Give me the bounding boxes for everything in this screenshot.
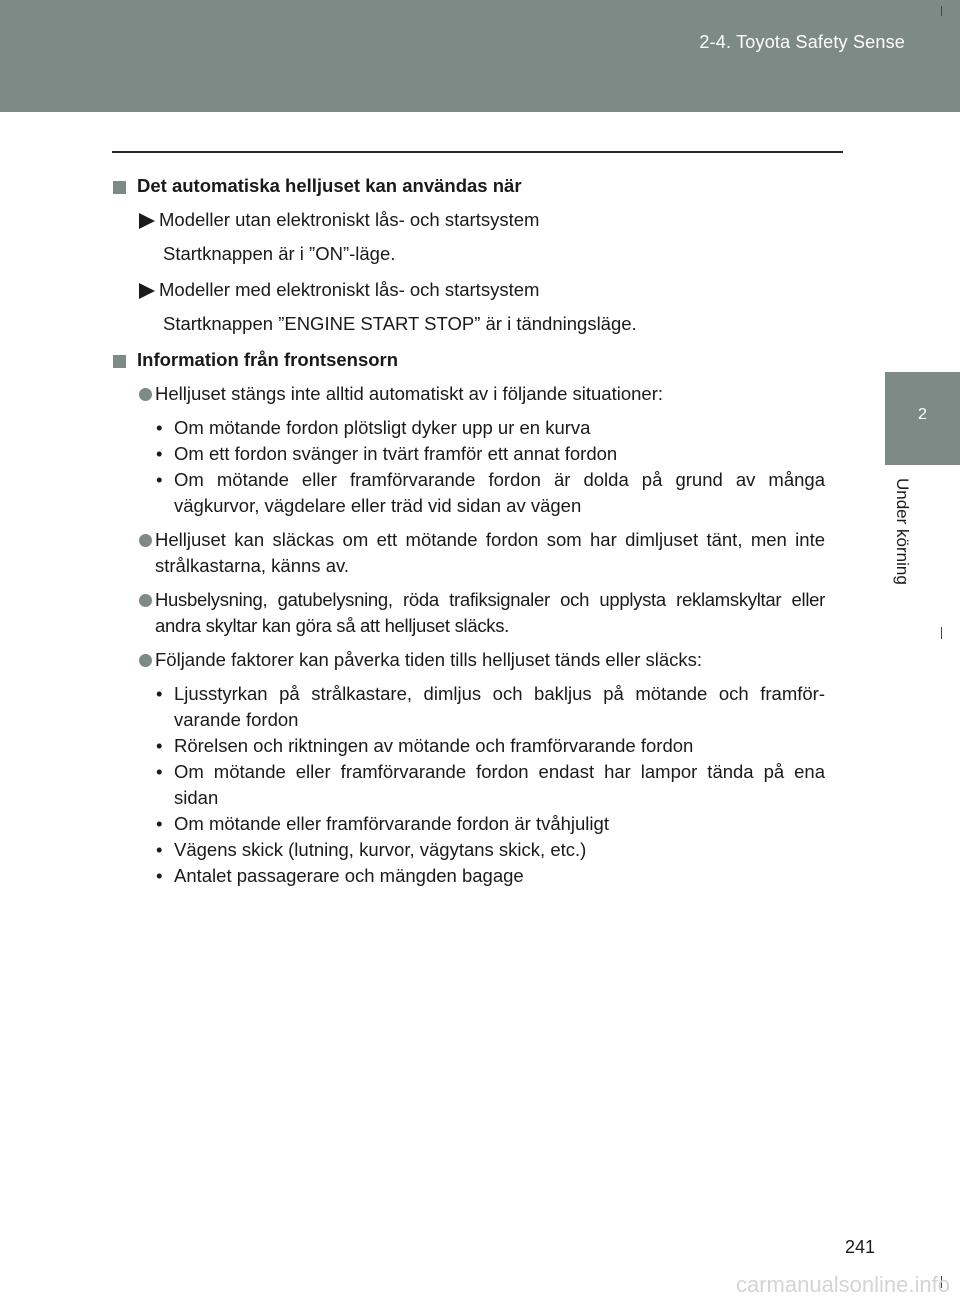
bullet-list [113,415,825,519]
crop-mark [941,627,942,639]
main-content [113,173,825,897]
circle-bullet-icon [139,534,152,547]
list-item: • Vägens skick (lutning, kurvor, vägytans skick, etc.) [156,839,587,860]
top-rule [112,151,843,153]
chapter-label [886,478,926,618]
header-band [0,0,960,112]
list-item: • Om mötande eller framförvarande fordon är dolda på grund av många vägkurvor, vägdelare eller träd vid sidan av vägen [156,469,825,516]
list-item: • Om ett fordon svänger in tvärt framför ett annat fordon [156,443,618,464]
list-item: • Om mötande fordon plötsligt dyker upp ur en kurva [156,417,591,438]
circle-bullet-icon [139,654,152,667]
info-point: Helljuset kan släckas om ett mötande fordon som har dimljuset tänt, men inte strålkastarna, känns av. [113,527,825,579]
page-number: 241 [844,1237,875,1257]
watermark: carmanualsonline.info [735,1272,950,1297]
list-item: • Om mötande eller framförvarande fordon endast har lampor tända på ena sidan [156,761,825,808]
arrow-right-icon [139,213,155,229]
info-point: Helljuset stängs inte alltid automatiskt av i följande situationer: [113,381,825,407]
circle-bullet-icon [139,594,152,607]
list-item: • Ljusstyrkan på strålkastare, dimljus och bakljus på mötande och framför-varande fordon [156,683,825,730]
info-point: Följande faktorer kan påverka tiden tills helljuset tänds eller släcks: [113,647,825,673]
list-item: • Om mötande eller framförvarande fordon är tvåhjuligt [156,813,609,834]
arrow-right-icon [139,283,155,299]
list-item: • Rörelsen och riktningen av mötande och framförvarande fordon [156,735,694,756]
circle-bullet-icon [139,388,152,401]
model-detail: Startknappen ”ENGINE START STOP” är i tändningsläge. [163,313,637,334]
section-heading: Det automatiska helljuset kan användas när [113,173,825,199]
square-marker-icon [113,355,126,368]
info-point: Husbelysning, gatubelysning, röda trafiksignaler och upplysta reklamskyltar eller andra skyltar kan göra så att helljuset släcks. [113,587,825,639]
chapter-number: 2 [918,406,927,423]
section-heading: Information från frontsensorn [113,347,825,373]
model-detail: Startknappen är i ”ON”-läge. [163,243,396,264]
crop-mark [941,6,942,16]
chapter-tab [885,372,960,465]
section-title: 2-4. Toyota Safety Sense [699,32,905,52]
list-item: • Antalet passagerare och mängden bagage [156,865,524,886]
model-item: Modeller utan elektroniskt lås- och startsystem [113,207,825,233]
chapter-label-text: Under körning [893,478,912,585]
bullet-list [113,681,825,889]
square-marker-icon [113,181,126,194]
model-item: Modeller med elektroniskt lås- och startsystem [113,277,825,303]
